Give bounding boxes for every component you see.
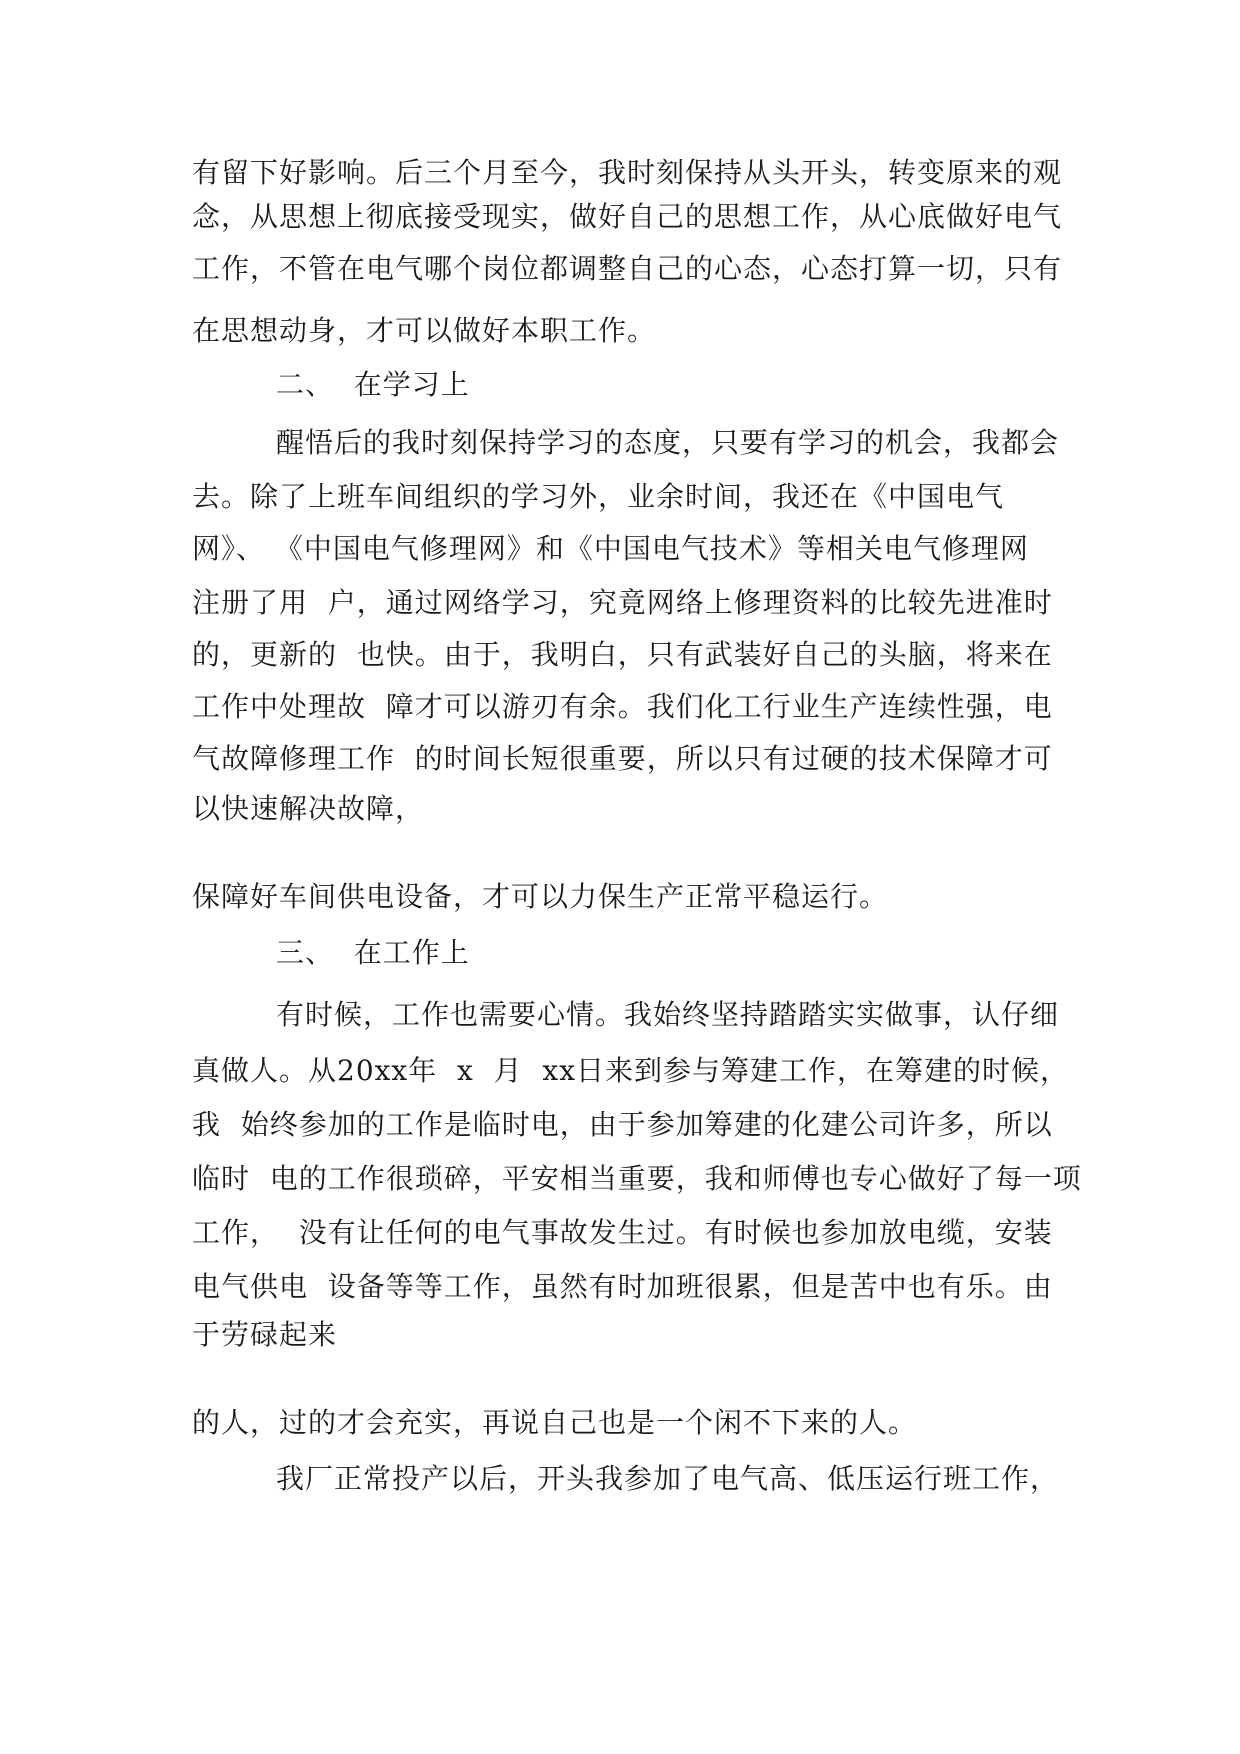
- text-line: 有留下好影响。后三个月至今，我时刻保持从头开头，转变原来的观: [192, 156, 1063, 189]
- text-line: 我厂正常投产以后，开头我参加了电气高、低压运行班工作，: [276, 1462, 1060, 1495]
- text-line: 工作， 没有让任何的电气事故发生过。有时候也参加放电缆，安装: [192, 1216, 1053, 1249]
- text-line: 真做人。从20xx年 x 月 xx日来到参与筹建工作，在筹建的时候，: [192, 1054, 1069, 1087]
- text-line: 念，从思想上彻底接受现实，做好自己的思想工作，从心底做好电气: [192, 200, 1063, 233]
- text-line: 有时候，工作也需要心情。我始终坚持踏踏实实做事，认仔细: [276, 998, 1060, 1031]
- text-line: 的人，过的才会充实，再说自己也是一个闲不下来的人。: [192, 1406, 918, 1439]
- text-line: 网》、 《中国电气修理网》和《中国电气技术》等相关电气修理网: [192, 532, 1029, 565]
- text-line: 我 始终参加的工作是临时电，由于参加筹建的化建公司许多，所以: [192, 1108, 1053, 1141]
- text-line: 工作中处理故 障才可以游刃有余。我们化工行业生产连续性强，电: [192, 690, 1053, 723]
- text-line: 去。除了上班车间组织的学习外，业余时间，我还在《中国电气: [192, 480, 1005, 513]
- text-line: 醒悟后的我时刻保持学习的态度，只要有学习的机会，我都会: [276, 426, 1060, 459]
- text-line: 工作，不管在电气哪个岗位都调整自己的心态，心态打算一切，只有: [192, 252, 1063, 285]
- text-line: 电气供电 设备等等工作，虽然有时加班很累，但是苦中也有乐。由: [192, 1270, 1053, 1303]
- text-line: 气故障修理工作 的时间长短很重要，所以只有过硬的技术保障才可: [192, 742, 1053, 775]
- text-line: 于劳碌起来: [192, 1318, 338, 1351]
- text-line: 在思想动身，才可以做好本职工作。: [192, 314, 657, 347]
- text-line: 保障好车间供电设备，才可以力保生产正常平稳运行。: [192, 880, 889, 913]
- text-line: 注册了用 户，通过网络学习，究竟网络上修理资料的比较先进准时: [192, 586, 1053, 619]
- section-heading: 二、 在学习上: [276, 368, 470, 401]
- text-line: 以快速解决故障，: [192, 792, 425, 825]
- section-heading: 三、 在工作上: [276, 936, 470, 969]
- text-line: 临时 电的工作很琐碎，平安相当重要，我和师傅也专心做好了每一项: [192, 1162, 1082, 1195]
- text-line: 的，更新的 也快。由于，我明白，只有武装好自己的头脑，将来在: [192, 638, 1053, 671]
